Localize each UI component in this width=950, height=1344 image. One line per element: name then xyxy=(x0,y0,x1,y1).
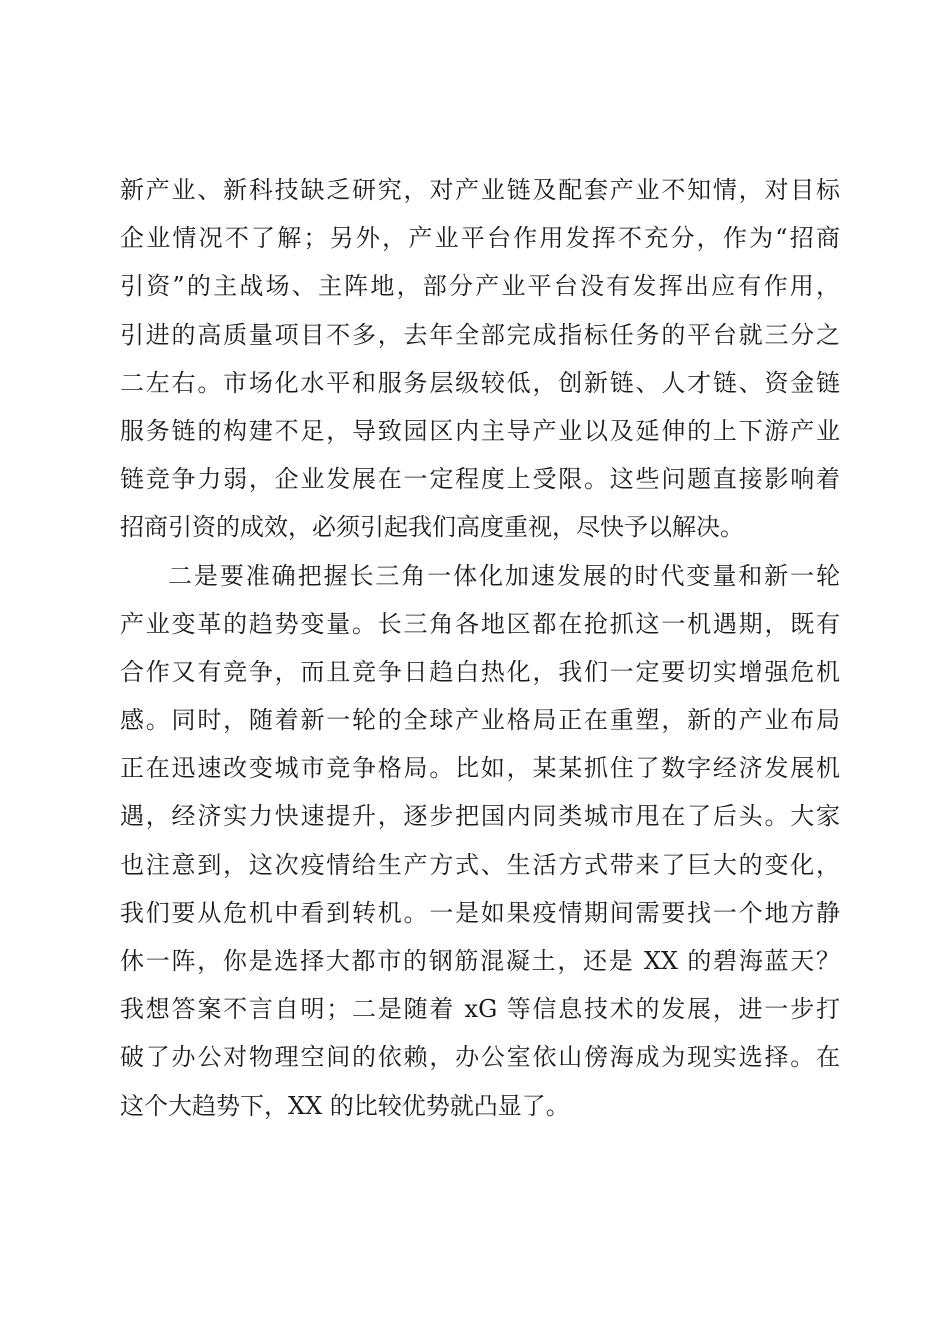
text-line: 引进的高质量项目不多，去年全部完成指标任务的平台就三分之 xyxy=(120,320,840,349)
text-line: 我想答案不言自明；二是随着 xG 等信息技术的发展，进一步打 xyxy=(120,995,840,1024)
text-line: 服务链的构建不足，导致园区内主导产业以及延伸的上下游产业 xyxy=(120,416,840,445)
text-line: 新产业、新科技缺乏研究，对产业链及配套产业不知情，对目标 xyxy=(120,176,840,204)
body-text xyxy=(120,166,840,1130)
text-line: 破了办公对物理空间的依赖，办公室依山傍海成为现实选择。在 xyxy=(120,1043,840,1072)
text-line: 休一阵，你是选择大都市的钢筋混凝土，还是 XX 的碧海蓝天？ xyxy=(120,947,840,975)
paragraph-start-line: 二是要准确把握长三角一体化加速发展的时代变量和新一轮 xyxy=(168,561,840,590)
text-line: 感。同时，随着新一轮的全球产业格局正在重塑，新的产业布局 xyxy=(120,706,840,735)
text-line: 引资”的主战场、主阵地，部分产业平台没有发挥出应有作用， xyxy=(120,272,840,301)
text-line: 遇，经济实力快速提升，逐步把国内同类城市甩在了后头。大家 xyxy=(120,802,840,831)
text-line: 正在迅速改变城市竞争格局。比如，某某抓住了数字经济发展机 xyxy=(120,754,840,783)
text-line: 企业情况不了解；另外，产业平台作用发挥不充分，作为“招商 xyxy=(120,224,840,253)
text-line: 产业变革的趋势变量。长三角各地区都在抢抓这一机遇期，既有 xyxy=(120,609,840,638)
text-line: 链竞争力弱，企业发展在一定程度上受限。这些问题直接影响着 xyxy=(120,465,840,494)
text-line: 这个大趋势下，XX 的比较优势就凸显了。 xyxy=(120,1091,570,1120)
text-line: 合作又有竞争，而且竞争日趋白热化，我们一定要切实增强危机 xyxy=(120,657,840,686)
text-line: 也注意到，这次疫情给生产方式、生活方式带来了巨大的变化， xyxy=(120,850,840,879)
text-line: 招商引资的成效，必须引起我们高度重视，尽快予以解决。 xyxy=(120,513,744,542)
text-line: 二左右。市场化水平和服务层级较低，创新链、人才链、资金链 xyxy=(120,368,840,397)
text-line: 我们要从危机中看到转机。一是如果疫情期间需要找一个地方静 xyxy=(120,898,840,927)
